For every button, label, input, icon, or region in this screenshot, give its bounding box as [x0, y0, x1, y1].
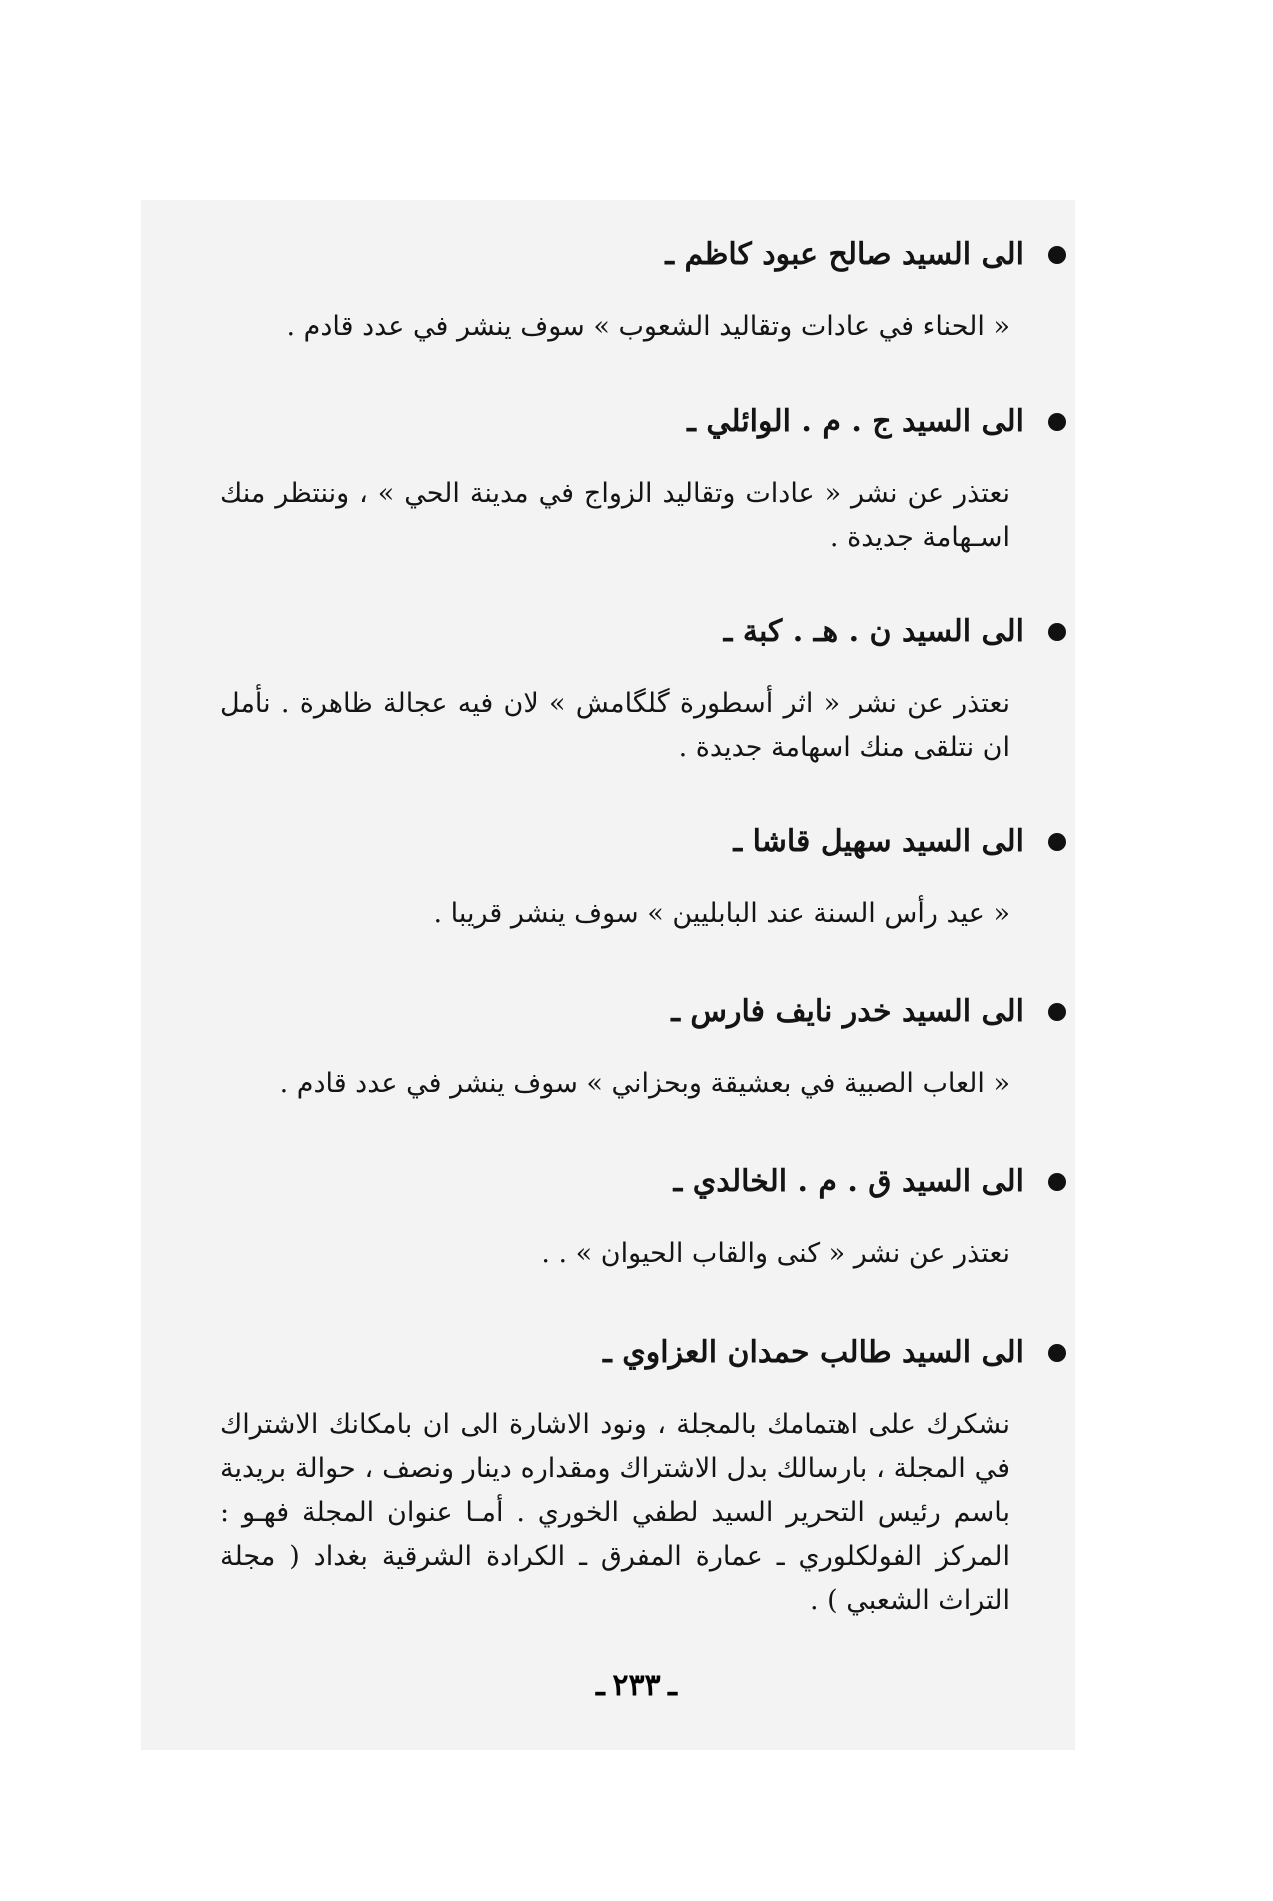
entry: [220, 235, 1066, 349]
entry-body: نعتذر عن نشر « كنى والقاب الحيوان » . .: [541, 1238, 1010, 1269]
heading-text: الى السيد طالب حمدان العزاوي ـ: [603, 1335, 1024, 1370]
heading-text: الى السيد ق . م . الخالدي ـ: [673, 1164, 1024, 1199]
entry-heading: [220, 822, 1066, 862]
entry-body: نعتذر عن نشر « اثر أسطورة گلگامش » لان فيه عجالة ظاهرة . نأمل ان نتلقى منك اسهامة جديدة .: [220, 688, 1010, 763]
heading-text: الى السيد خدر نايف فارس ـ: [671, 994, 1024, 1029]
bullet-icon: [1048, 623, 1066, 641]
bullet-icon: [1048, 1003, 1066, 1021]
entry-heading: [220, 992, 1066, 1032]
entry: [220, 992, 1066, 1106]
page-number: ـ ٢٣٣ ـ: [596, 1669, 677, 1702]
entry: [220, 822, 1066, 936]
entry-heading: [220, 1333, 1066, 1373]
entry-body: نعتذر عن نشر « عادات وتقاليد الزواج في مدينة الحي » ، وننتظر منك اسـهامة جديدة .: [220, 478, 1010, 553]
entry-body: نشكرك على اهتمامك بالمجلة ، ونود الاشارة الى ان بامكانك الاشتراك في المجلة ، بارسالك بدل الاشتراك ومقداره دينار ونصف ، حوالة بريدية باسم رئيس التحرير السيد لطفي الخوري . أمـا عنوان المجلة فهـو : المركز الفولكلوري ـ عمارة المفرق ـ الكرادة الشرقية بغداد ( مجلة التراث الشعبي ) .: [220, 1409, 1010, 1616]
bullet-icon: [1048, 1344, 1066, 1362]
heading-text: الى السيد صالح عبود كاظم ـ: [665, 237, 1024, 272]
entry-heading: [220, 402, 1066, 442]
heading-text: الى السيد ن . هـ . كبة ـ: [723, 614, 1024, 649]
entry: [220, 1333, 1066, 1623]
entry: [220, 612, 1066, 770]
entry-body: « العاب الصبية في بعشيقة وبحزاني » سوف ينشر في عدد قادم .: [279, 1068, 1010, 1099]
entry-body: « الحناء في عادات وتقاليد الشعوب » سوف ينشر في عدد قادم .: [286, 311, 1010, 342]
bullet-icon: [1048, 413, 1066, 431]
entry-heading: [220, 1162, 1066, 1202]
entry: [220, 402, 1066, 560]
heading-text: الى السيد سهيل قاشا ـ: [733, 824, 1024, 859]
bullet-icon: [1048, 1173, 1066, 1191]
entry-heading: [220, 235, 1066, 275]
bullet-icon: [1048, 246, 1066, 264]
entry-heading: [220, 612, 1066, 652]
entry: [220, 1162, 1066, 1276]
heading-text: الى السيد ج . م . الوائلي ـ: [687, 404, 1024, 439]
bullet-icon: [1048, 833, 1066, 851]
entry-body: « عيد رأس السنة عند البابليين » سوف ينشر قريبا .: [433, 898, 1010, 929]
